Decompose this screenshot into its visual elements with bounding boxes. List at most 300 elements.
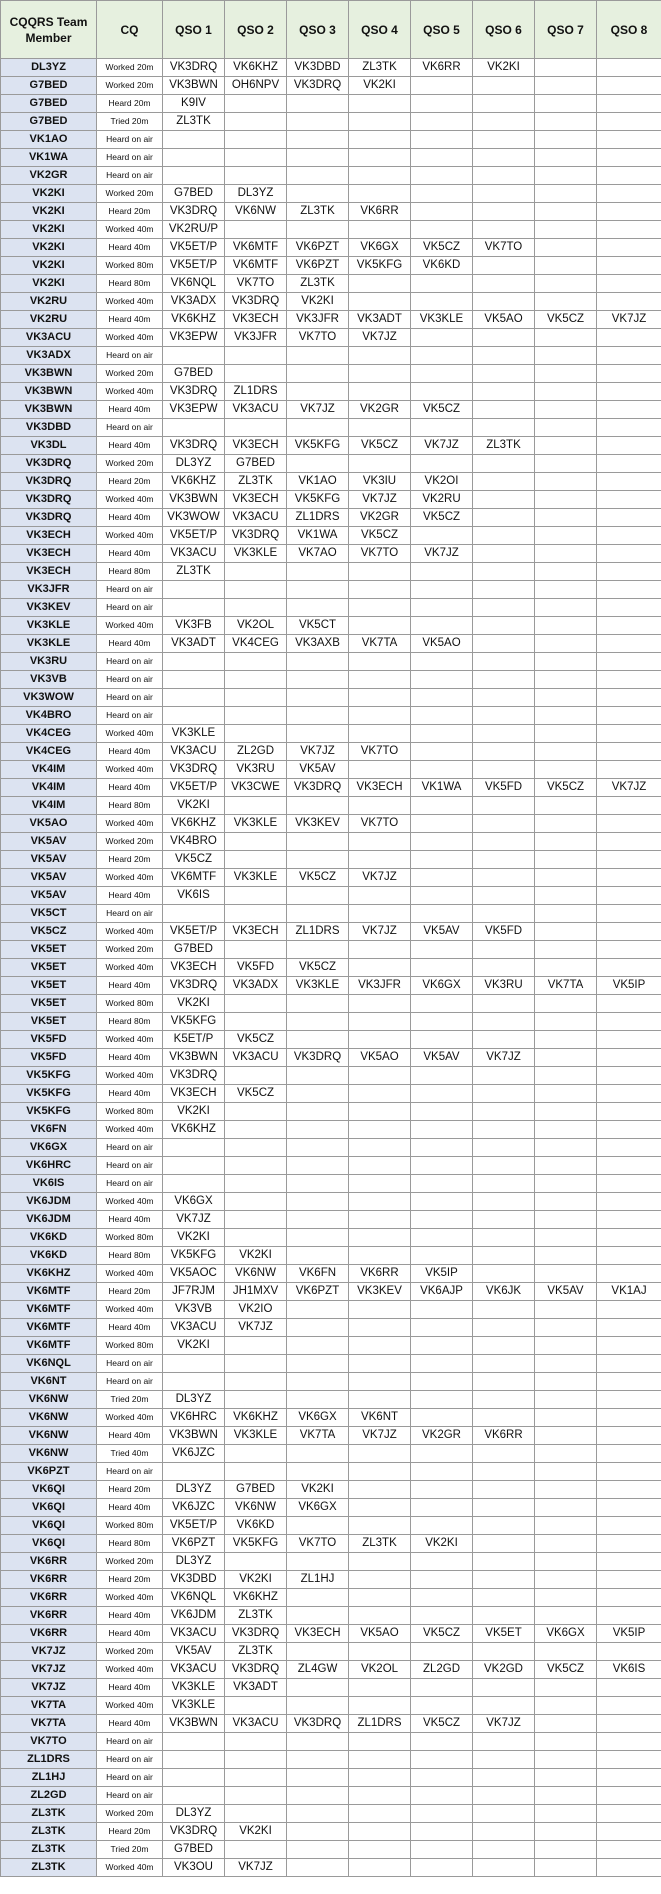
cq-cell[interactable]: Worked 40m [97, 923, 163, 941]
cq-cell[interactable]: Heard 40m [97, 1607, 163, 1625]
qso-4-cell[interactable]: VK3ECH [349, 779, 411, 797]
qso-7-cell[interactable] [535, 77, 597, 95]
qso-1-cell[interactable]: VK3BWN [163, 1427, 225, 1445]
qso-2-cell[interactable] [225, 1355, 287, 1373]
qso-1-cell[interactable] [163, 1355, 225, 1373]
qso-4-cell[interactable]: VK5AO [349, 1049, 411, 1067]
qso-3-cell[interactable] [287, 167, 349, 185]
qso-6-cell[interactable] [473, 797, 535, 815]
qso-5-cell[interactable] [411, 1085, 473, 1103]
qso-4-cell[interactable]: VK7TA [349, 635, 411, 653]
qso-7-cell[interactable] [535, 1481, 597, 1499]
qso-4-cell[interactable] [349, 1193, 411, 1211]
qso-7-cell[interactable] [535, 59, 597, 77]
qso-1-cell[interactable]: VK5KFG [163, 1247, 225, 1265]
qso-6-cell[interactable] [473, 653, 535, 671]
cq-cell[interactable]: Worked 20m [97, 455, 163, 473]
qso-5-cell[interactable]: VK6KD [411, 257, 473, 275]
qso-5-cell[interactable] [411, 185, 473, 203]
qso-3-cell[interactable] [287, 941, 349, 959]
cq-cell[interactable]: Heard 40m [97, 1427, 163, 1445]
qso-7-cell[interactable] [535, 1085, 597, 1103]
qso-4-cell[interactable]: VK2GR [349, 509, 411, 527]
member-cell[interactable]: VK6KD [1, 1247, 97, 1265]
qso-1-cell[interactable]: VK3WOW [163, 509, 225, 527]
qso-4-cell[interactable] [349, 347, 411, 365]
qso-8-cell[interactable] [597, 329, 661, 347]
qso-8-cell[interactable]: VK7JZ [597, 779, 661, 797]
qso-6-cell[interactable] [473, 1391, 535, 1409]
qso-2-cell[interactable] [225, 1193, 287, 1211]
qso-5-cell[interactable] [411, 149, 473, 167]
qso-8-cell[interactable] [597, 1139, 661, 1157]
qso-6-cell[interactable] [473, 1175, 535, 1193]
qso-8-cell[interactable] [597, 167, 661, 185]
qso-4-cell[interactable]: VK3IU [349, 473, 411, 491]
qso-8-cell[interactable] [597, 635, 661, 653]
qso-2-cell[interactable]: ZL3TK [225, 473, 287, 491]
qso-2-cell[interactable] [225, 1139, 287, 1157]
qso-8-cell[interactable] [597, 383, 661, 401]
qso-7-cell[interactable] [535, 815, 597, 833]
qso-6-cell[interactable] [473, 1499, 535, 1517]
member-cell[interactable]: VK2KI [1, 221, 97, 239]
qso-7-cell[interactable] [535, 617, 597, 635]
qso-2-cell[interactable] [225, 581, 287, 599]
qso-1-cell[interactable] [163, 149, 225, 167]
qso-5-cell[interactable] [411, 1355, 473, 1373]
qso-5-cell[interactable] [411, 653, 473, 671]
qso-2-cell[interactable]: OH6NPV [225, 77, 287, 95]
qso-4-cell[interactable] [349, 275, 411, 293]
cq-cell[interactable]: Heard 80m [97, 797, 163, 815]
qso-8-cell[interactable] [597, 347, 661, 365]
qso-7-cell[interactable] [535, 257, 597, 275]
qso-8-cell[interactable] [597, 761, 661, 779]
qso-8-cell[interactable] [597, 293, 661, 311]
qso-7-cell[interactable] [535, 1373, 597, 1391]
qso-5-cell[interactable] [411, 455, 473, 473]
member-cell[interactable]: VK5KFG [1, 1085, 97, 1103]
qso-7-cell[interactable]: VK5CZ [535, 1661, 597, 1679]
qso-6-cell[interactable]: VK6JK [473, 1283, 535, 1301]
qso-3-cell[interactable] [287, 1445, 349, 1463]
qso-7-cell[interactable]: VK5CZ [535, 311, 597, 329]
qso-1-cell[interactable]: VK6MTF [163, 869, 225, 887]
qso-1-cell[interactable]: VK3BWN [163, 77, 225, 95]
member-cell[interactable]: VK2KI [1, 275, 97, 293]
cq-cell[interactable]: Heard 80m [97, 1535, 163, 1553]
qso-2-cell[interactable] [225, 221, 287, 239]
qso-1-cell[interactable]: ZL3TK [163, 113, 225, 131]
qso-1-cell[interactable] [163, 581, 225, 599]
qso-1-cell[interactable] [163, 1139, 225, 1157]
qso-3-cell[interactable] [287, 1679, 349, 1697]
qso-3-cell[interactable] [287, 1301, 349, 1319]
qso-1-cell[interactable]: VK6NQL [163, 1589, 225, 1607]
qso-7-cell[interactable] [535, 959, 597, 977]
qso-8-cell[interactable] [597, 221, 661, 239]
member-cell[interactable]: VK6MTF [1, 1319, 97, 1337]
member-cell[interactable]: VK6NW [1, 1445, 97, 1463]
qso-3-cell[interactable]: VK2KI [287, 1481, 349, 1499]
qso-8-cell[interactable] [597, 869, 661, 887]
qso-6-cell[interactable]: VK5AO [473, 311, 535, 329]
qso-4-cell[interactable] [349, 383, 411, 401]
qso-2-cell[interactable] [225, 1391, 287, 1409]
member-cell[interactable]: VK3DRQ [1, 491, 97, 509]
qso-6-cell[interactable] [473, 419, 535, 437]
qso-2-cell[interactable]: VK6MTF [225, 239, 287, 257]
member-cell[interactable]: VK7TO [1, 1733, 97, 1751]
member-cell[interactable]: VK6QI [1, 1499, 97, 1517]
qso-5-cell[interactable] [411, 1337, 473, 1355]
member-cell[interactable]: DL3YZ [1, 59, 97, 77]
qso-4-cell[interactable] [349, 941, 411, 959]
member-cell[interactable]: VK4IM [1, 761, 97, 779]
qso-1-cell[interactable]: VK5ET/P [163, 527, 225, 545]
qso-8-cell[interactable] [597, 1697, 661, 1715]
qso-7-cell[interactable] [535, 1607, 597, 1625]
qso-2-cell[interactable] [225, 797, 287, 815]
member-cell[interactable]: G7BED [1, 113, 97, 131]
cq-cell[interactable]: Worked 20m [97, 185, 163, 203]
member-cell[interactable]: VK3ECH [1, 563, 97, 581]
qso-6-cell[interactable] [473, 959, 535, 977]
qso-4-cell[interactable]: VK3KEV [349, 1283, 411, 1301]
qso-8-cell[interactable] [597, 1607, 661, 1625]
qso-3-cell[interactable]: VK3DRQ [287, 77, 349, 95]
qso-3-cell[interactable]: VK5KFG [287, 437, 349, 455]
qso-2-cell[interactable]: VK7JZ [225, 1859, 287, 1877]
qso-6-cell[interactable] [473, 1805, 535, 1823]
qso-3-cell[interactable] [287, 851, 349, 869]
member-cell[interactable]: VK6RR [1, 1589, 97, 1607]
qso-3-cell[interactable]: VK3DRQ [287, 1049, 349, 1067]
qso-1-cell[interactable]: G7BED [163, 941, 225, 959]
member-cell[interactable]: VK6RR [1, 1607, 97, 1625]
qso-5-cell[interactable] [411, 1517, 473, 1535]
qso-6-cell[interactable]: VK5FD [473, 779, 535, 797]
qso-2-cell[interactable]: VK3JFR [225, 329, 287, 347]
qso-2-cell[interactable] [225, 941, 287, 959]
qso-7-cell[interactable] [535, 851, 597, 869]
cq-cell[interactable]: Heard on air [97, 419, 163, 437]
qso-6-cell[interactable] [473, 1211, 535, 1229]
member-cell[interactable]: VK1WA [1, 149, 97, 167]
member-cell[interactable]: VK6NW [1, 1409, 97, 1427]
qso-4-cell[interactable] [349, 1211, 411, 1229]
member-cell[interactable]: VK2KI [1, 257, 97, 275]
qso-8-cell[interactable] [597, 617, 661, 635]
member-cell[interactable]: VK6FN [1, 1121, 97, 1139]
member-cell[interactable]: VK3BWN [1, 365, 97, 383]
qso-7-cell[interactable] [535, 239, 597, 257]
qso-6-cell[interactable] [473, 113, 535, 131]
qso-6-cell[interactable] [473, 1787, 535, 1805]
cq-cell[interactable]: Worked 40m [97, 617, 163, 635]
qso-3-cell[interactable] [287, 1067, 349, 1085]
qso-6-cell[interactable] [473, 1229, 535, 1247]
qso-3-cell[interactable]: ZL3TK [287, 203, 349, 221]
qso-8-cell[interactable] [597, 401, 661, 419]
cq-cell[interactable]: Heard 80m [97, 1013, 163, 1031]
qso-8-cell[interactable] [597, 1859, 661, 1877]
cq-cell[interactable]: Worked 40m [97, 815, 163, 833]
cq-cell[interactable]: Heard on air [97, 1139, 163, 1157]
qso-6-cell[interactable] [473, 1535, 535, 1553]
qso-3-cell[interactable]: ZL4GW [287, 1661, 349, 1679]
qso-4-cell[interactable] [349, 1733, 411, 1751]
qso-5-cell[interactable] [411, 995, 473, 1013]
qso-7-cell[interactable] [535, 401, 597, 419]
qso-6-cell[interactable] [473, 1373, 535, 1391]
qso-4-cell[interactable]: VK5AO [349, 1625, 411, 1643]
member-cell[interactable]: ZL3TK [1, 1859, 97, 1877]
qso-3-cell[interactable] [287, 419, 349, 437]
qso-5-cell[interactable] [411, 365, 473, 383]
qso-3-cell[interactable]: VK7AO [287, 545, 349, 563]
qso-3-cell[interactable]: ZL1HJ [287, 1571, 349, 1589]
qso-5-cell[interactable] [411, 77, 473, 95]
qso-1-cell[interactable]: VK6KHZ [163, 473, 225, 491]
qso-5-cell[interactable] [411, 1697, 473, 1715]
qso-8-cell[interactable] [597, 1373, 661, 1391]
member-cell[interactable]: VK3KEV [1, 599, 97, 617]
member-cell[interactable]: VK6MTF [1, 1283, 97, 1301]
qso-3-cell[interactable] [287, 1319, 349, 1337]
qso-2-cell[interactable]: ZL1DRS [225, 383, 287, 401]
cq-cell[interactable]: Heard on air [97, 1463, 163, 1481]
member-cell[interactable]: VK6RR [1, 1571, 97, 1589]
qso-1-cell[interactable] [163, 1157, 225, 1175]
qso-7-cell[interactable] [535, 545, 597, 563]
qso-8-cell[interactable] [597, 1445, 661, 1463]
qso-1-cell[interactable] [163, 689, 225, 707]
qso-1-cell[interactable]: VK7JZ [163, 1211, 225, 1229]
qso-2-cell[interactable]: VK6KHZ [225, 1589, 287, 1607]
qso-1-cell[interactable] [163, 599, 225, 617]
cq-cell[interactable]: Worked 20m [97, 365, 163, 383]
qso-5-cell[interactable]: VK5CZ [411, 1715, 473, 1733]
member-cell[interactable]: VK6QI [1, 1481, 97, 1499]
qso-1-cell[interactable]: VK3DRQ [163, 1823, 225, 1841]
member-cell[interactable]: VK7TA [1, 1697, 97, 1715]
cq-cell[interactable]: Worked 20m [97, 77, 163, 95]
cq-cell[interactable]: Heard 40m [97, 437, 163, 455]
qso-2-cell[interactable]: VK6NW [225, 1499, 287, 1517]
qso-7-cell[interactable] [535, 95, 597, 113]
member-cell[interactable]: VK6KHZ [1, 1265, 97, 1283]
qso-4-cell[interactable]: VK7TO [349, 815, 411, 833]
member-cell[interactable]: VK5AV [1, 869, 97, 887]
qso-7-cell[interactable] [535, 1679, 597, 1697]
qso-6-cell[interactable] [473, 707, 535, 725]
member-cell[interactable]: VK6HRC [1, 1157, 97, 1175]
qso-6-cell[interactable] [473, 1769, 535, 1787]
qso-4-cell[interactable] [349, 1679, 411, 1697]
qso-3-cell[interactable] [287, 1589, 349, 1607]
member-cell[interactable]: VK1AO [1, 131, 97, 149]
qso-6-cell[interactable]: VK5FD [473, 923, 535, 941]
qso-4-cell[interactable] [349, 185, 411, 203]
qso-4-cell[interactable]: VK6RR [349, 1265, 411, 1283]
qso-5-cell[interactable] [411, 1373, 473, 1391]
qso-1-cell[interactable]: VK6NQL [163, 275, 225, 293]
cq-cell[interactable]: Worked 40m [97, 491, 163, 509]
qso-3-cell[interactable] [287, 1013, 349, 1031]
qso-5-cell[interactable] [411, 1481, 473, 1499]
qso-1-cell[interactable]: VK2KI [163, 797, 225, 815]
qso-8-cell[interactable] [597, 1571, 661, 1589]
qso-7-cell[interactable] [535, 671, 597, 689]
qso-5-cell[interactable] [411, 689, 473, 707]
qso-2-cell[interactable] [225, 851, 287, 869]
qso-4-cell[interactable] [349, 1373, 411, 1391]
qso-5-cell[interactable] [411, 329, 473, 347]
qso-4-cell[interactable]: VK7JZ [349, 329, 411, 347]
qso-2-cell[interactable] [225, 1769, 287, 1787]
qso-7-cell[interactable] [535, 113, 597, 131]
qso-6-cell[interactable] [473, 401, 535, 419]
member-cell[interactable]: VK6NW [1, 1391, 97, 1409]
qso-8-cell[interactable] [597, 815, 661, 833]
qso-4-cell[interactable] [349, 1067, 411, 1085]
qso-8-cell[interactable] [597, 185, 661, 203]
qso-8-cell[interactable] [597, 1031, 661, 1049]
qso-1-cell[interactable]: VK3EPW [163, 401, 225, 419]
qso-5-cell[interactable] [411, 221, 473, 239]
qso-1-cell[interactable]: VK3ECH [163, 959, 225, 977]
qso-2-cell[interactable]: VK2KI [225, 1571, 287, 1589]
qso-1-cell[interactable]: VK6JZC [163, 1499, 225, 1517]
qso-3-cell[interactable]: VK3DRQ [287, 779, 349, 797]
qso-3-cell[interactable] [287, 995, 349, 1013]
qso-3-cell[interactable] [287, 149, 349, 167]
qso-1-cell[interactable]: VK6KHZ [163, 1121, 225, 1139]
qso-4-cell[interactable] [349, 851, 411, 869]
qso-3-cell[interactable]: ZL3TK [287, 275, 349, 293]
cq-cell[interactable]: Worked 40m [97, 1067, 163, 1085]
qso-4-cell[interactable] [349, 455, 411, 473]
qso-8-cell[interactable] [597, 1265, 661, 1283]
qso-6-cell[interactable] [473, 1823, 535, 1841]
qso-2-cell[interactable]: VK2KI [225, 1823, 287, 1841]
qso-4-cell[interactable] [349, 1175, 411, 1193]
qso-1-cell[interactable] [163, 707, 225, 725]
qso-8-cell[interactable] [597, 1517, 661, 1535]
qso-5-cell[interactable]: VK7JZ [411, 437, 473, 455]
qso-1-cell[interactable]: VK2KI [163, 1229, 225, 1247]
qso-4-cell[interactable] [349, 1139, 411, 1157]
qso-3-cell[interactable]: ZL1DRS [287, 923, 349, 941]
qso-1-cell[interactable]: VK6JZC [163, 1445, 225, 1463]
qso-6-cell[interactable] [473, 473, 535, 491]
qso-3-cell[interactable] [287, 1175, 349, 1193]
qso-8-cell[interactable] [597, 509, 661, 527]
member-cell[interactable]: VK5CT [1, 905, 97, 923]
member-cell[interactable]: VK6MTF [1, 1337, 97, 1355]
member-cell[interactable]: VK5KFG [1, 1103, 97, 1121]
qso-4-cell[interactable] [349, 1481, 411, 1499]
qso-1-cell[interactable]: VK3DRQ [163, 203, 225, 221]
cq-cell[interactable]: Heard on air [97, 347, 163, 365]
cq-cell[interactable]: Worked 40m [97, 761, 163, 779]
qso-2-cell[interactable]: VK3ECH [225, 923, 287, 941]
member-cell[interactable]: VK3KLE [1, 617, 97, 635]
qso-5-cell[interactable] [411, 419, 473, 437]
qso-7-cell[interactable] [535, 743, 597, 761]
qso-2-cell[interactable] [225, 1751, 287, 1769]
qso-4-cell[interactable]: VK5KFG [349, 257, 411, 275]
qso-4-cell[interactable] [349, 1751, 411, 1769]
qso-8-cell[interactable] [597, 1391, 661, 1409]
member-cell[interactable]: VK6RR [1, 1625, 97, 1643]
qso-8-cell[interactable] [597, 1103, 661, 1121]
qso-5-cell[interactable] [411, 1463, 473, 1481]
qso-5-cell[interactable]: VK5AV [411, 1049, 473, 1067]
qso-5-cell[interactable] [411, 815, 473, 833]
qso-6-cell[interactable] [473, 689, 535, 707]
member-cell[interactable]: VK6NQL [1, 1355, 97, 1373]
qso-8-cell[interactable]: VK5IP [597, 977, 661, 995]
qso-3-cell[interactable] [287, 455, 349, 473]
qso-7-cell[interactable] [535, 419, 597, 437]
qso-3-cell[interactable] [287, 1841, 349, 1859]
cq-cell[interactable]: Worked 40m [97, 1301, 163, 1319]
qso-8-cell[interactable] [597, 959, 661, 977]
qso-1-cell[interactable]: VK6GX [163, 1193, 225, 1211]
qso-3-cell[interactable] [287, 1607, 349, 1625]
qso-8-cell[interactable] [597, 275, 661, 293]
member-cell[interactable]: VK3ECH [1, 545, 97, 563]
qso-3-cell[interactable] [287, 365, 349, 383]
qso-8-cell[interactable] [597, 527, 661, 545]
qso-4-cell[interactable] [349, 995, 411, 1013]
qso-3-cell[interactable] [287, 1805, 349, 1823]
qso-4-cell[interactable]: VK7TO [349, 743, 411, 761]
qso-2-cell[interactable] [225, 1445, 287, 1463]
qso-7-cell[interactable] [535, 1571, 597, 1589]
qso-1-cell[interactable]: VK5CZ [163, 851, 225, 869]
qso-5-cell[interactable] [411, 581, 473, 599]
qso-8-cell[interactable]: VK5IP [597, 1625, 661, 1643]
qso-1-cell[interactable]: VK3KLE [163, 1697, 225, 1715]
qso-7-cell[interactable] [535, 1499, 597, 1517]
qso-8-cell[interactable] [597, 95, 661, 113]
qso-3-cell[interactable] [287, 1733, 349, 1751]
qso-6-cell[interactable] [473, 1733, 535, 1751]
qso-5-cell[interactable] [411, 905, 473, 923]
qso-1-cell[interactable] [163, 1751, 225, 1769]
member-cell[interactable]: VK6KD [1, 1229, 97, 1247]
member-cell[interactable]: VK5ET [1, 977, 97, 995]
qso-1-cell[interactable]: VK4BRO [163, 833, 225, 851]
qso-3-cell[interactable]: VK3AXB [287, 635, 349, 653]
cq-cell[interactable]: Heard 20m [97, 473, 163, 491]
qso-1-cell[interactable]: VK6HRC [163, 1409, 225, 1427]
qso-6-cell[interactable] [473, 509, 535, 527]
qso-3-cell[interactable] [287, 653, 349, 671]
qso-6-cell[interactable] [473, 1553, 535, 1571]
qso-4-cell[interactable] [349, 1643, 411, 1661]
qso-4-cell[interactable] [349, 1103, 411, 1121]
qso-6-cell[interactable] [473, 887, 535, 905]
qso-1-cell[interactable]: VK3ADX [163, 293, 225, 311]
qso-5-cell[interactable] [411, 941, 473, 959]
qso-3-cell[interactable]: VK5KFG [287, 491, 349, 509]
qso-2-cell[interactable] [225, 1013, 287, 1031]
